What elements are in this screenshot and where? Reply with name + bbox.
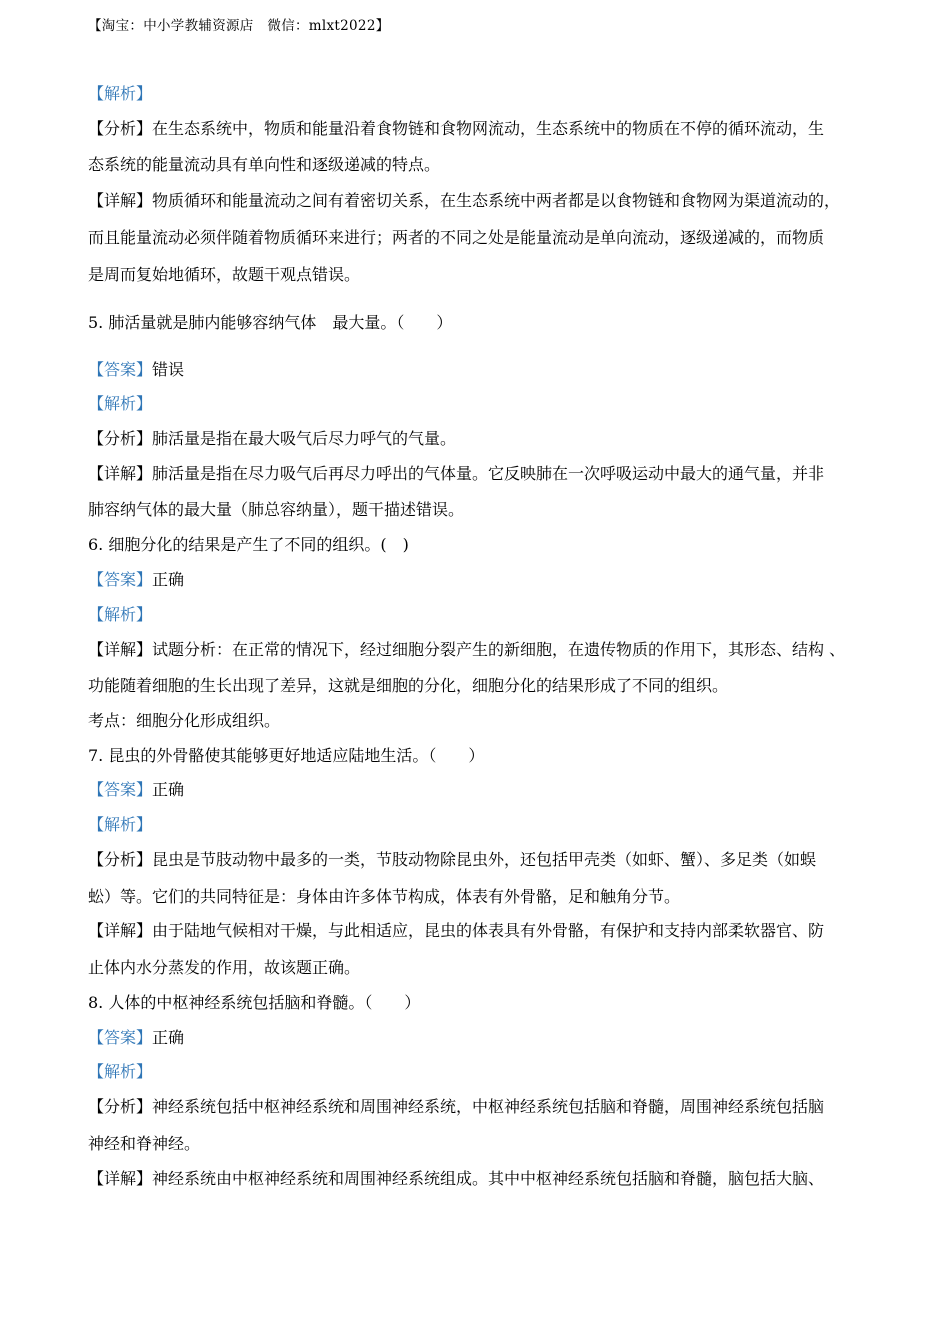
xiangjie-line xyxy=(88,188,840,211)
fenxi-line xyxy=(88,426,456,449)
xiangjie-text: 而且能量流动必须伴随着物质循环来进行；两者的不同之处是能量流动是单向流动，逐级递减的，而物质 xyxy=(88,228,825,247)
fenxi-text: 肺活量是指在最大吸气后尽力呼气的气量。 xyxy=(152,429,457,448)
xiangjie-label: 【详解】 xyxy=(88,1169,153,1188)
xiangjie-text: 肺容纳气体的最大量（肺总容纳量），题干描述错误。 xyxy=(88,500,465,519)
fenxi-label: 【分析】 xyxy=(88,119,153,138)
xiangjie-text: 止体内水分蒸发的作用，故该题正确。 xyxy=(88,958,361,977)
question-6: 6. 细胞分化的结果是产生了不同的组织。( ) xyxy=(88,535,409,554)
xiangjie-line xyxy=(88,461,824,484)
answer-label: 【答案】 xyxy=(88,780,153,799)
answer-label: 【答案】 xyxy=(88,1028,153,1047)
answer-value: 正确 xyxy=(152,1028,185,1047)
xiangjie-text: 由于陆地气候相对干燥，与此相适应，昆虫的体表具有外骨骼，有保护和支持内部柔软器官、防 xyxy=(152,921,825,940)
xiangjie-label: 【详解】 xyxy=(88,921,153,940)
xiangjie-text: 物质循环和能量流动之间有着密切关系，在生态系统中两者都是以食物链和食物网为渠道流动的， xyxy=(152,191,841,210)
question-8: 8. 人体的中枢神经系统包括脑和脊髓。（ ） xyxy=(88,993,421,1012)
fenxi-text: 昆虫是节肢动物中最多的一类，节肢动物除昆虫外，还包括甲壳类（如虾、蟹）、多足类（如蜈 xyxy=(152,850,817,869)
question-7: 7. 昆虫的外骨骼使其能够更好地适应陆地生活。（ ） xyxy=(88,746,485,765)
question-5: 5. 肺活量就是肺内能够容纳气体 最大量。（ ） xyxy=(88,313,453,332)
xiangjie-label: 【详解】 xyxy=(88,640,153,659)
answer-label: 【答案】 xyxy=(88,570,153,589)
xiangjie-line xyxy=(88,1166,824,1189)
xiangjie-label: 【详解】 xyxy=(88,191,153,210)
fenxi-text: 态系统的能量流动具有单向性和逐级递减的特点。 xyxy=(88,155,441,174)
fenxi-line xyxy=(88,1094,824,1117)
fenxi-text: 在生态系统中，物质和能量沿着食物链和食物网流动，生态系统中的物质在不停的循环流动，生 xyxy=(152,119,825,138)
fenxi-label: 【分析】 xyxy=(88,850,153,869)
xiangjie-text: 是周而复始地循环，故题干观点错误。 xyxy=(88,265,361,284)
answer-value: 错误 xyxy=(152,360,185,379)
xiangjie-text: 神经系统由中枢神经系统和周围神经系统组成。其中中枢神经系统包括脑和脊髓，脑包括大脑、 xyxy=(152,1169,825,1188)
fenxi-text: 神经和脊神经。 xyxy=(88,1134,201,1153)
fenxi-line xyxy=(88,847,816,870)
jiexi-label: 【解析】 xyxy=(88,84,153,103)
fenxi-line xyxy=(88,116,824,139)
fenxi-label: 【分析】 xyxy=(88,429,153,448)
xiangjie-text: 肺活量是指在尽力吸气后再尽力呼出的气体量。它反映肺在一次呼吸运动中最大的通气量，并非 xyxy=(152,464,825,483)
page-header: 【淘宝：中小学教辅资源店 微信：mlxt2022】 xyxy=(88,18,390,34)
xiangjie-text: 试题分析：在正常的情况下，经过细胞分裂产生的新细胞，在遗传物质的作用下，其形态、结构 、 xyxy=(152,640,846,659)
answer-label: 【答案】 xyxy=(88,360,153,379)
answer-line xyxy=(88,357,184,380)
xiangjie-label: 【详解】 xyxy=(88,464,153,483)
fenxi-text: 蚣）等。它们的共同特征是：身体由许多体节构成，体表有外骨骼，足和触角分节。 xyxy=(88,887,681,906)
answer-line xyxy=(88,567,184,590)
answer-line xyxy=(88,1025,184,1048)
fenxi-text: 神经系统包括中枢神经系统和周围神经系统，中枢神经系统包括脑和脊髓，周围神经系统包括脑 xyxy=(152,1097,825,1116)
kaodian-text: 考点：细胞分化形成组织。 xyxy=(88,711,281,730)
jiexi-label: 【解析】 xyxy=(88,394,153,413)
answer-line xyxy=(88,777,184,800)
xiangjie-line xyxy=(88,637,845,660)
xiangjie-text: 功能随着细胞的生长出现了差异，这就是细胞的分化，细胞分化的结果形成了不同的组织。 xyxy=(88,676,729,695)
jiexi-label: 【解析】 xyxy=(88,1062,153,1081)
jiexi-label: 【解析】 xyxy=(88,605,153,624)
answer-value: 正确 xyxy=(152,780,185,799)
fenxi-label: 【分析】 xyxy=(88,1097,153,1116)
answer-value: 正确 xyxy=(152,570,185,589)
xiangjie-line xyxy=(88,918,824,941)
jiexi-label: 【解析】 xyxy=(88,815,153,834)
